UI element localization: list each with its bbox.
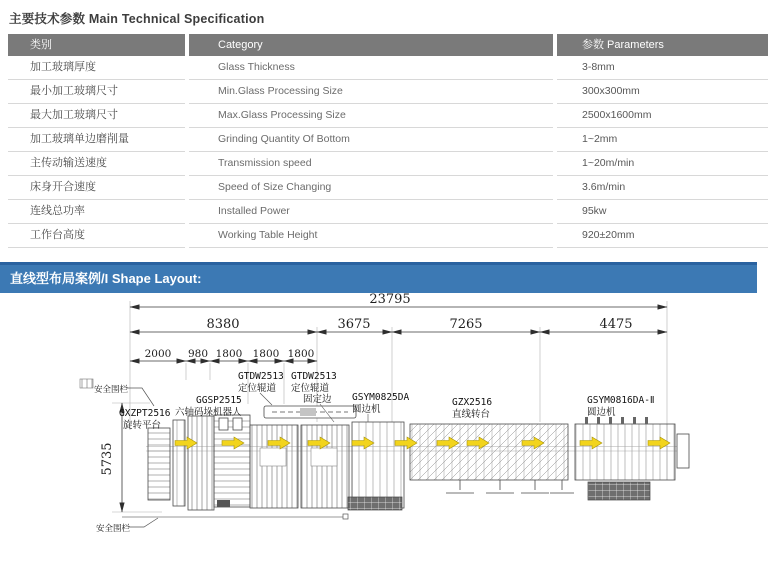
machine-base-block bbox=[348, 497, 402, 510]
column-header-param: 参数 Parameters bbox=[557, 34, 768, 56]
row-cn: 主传动输送速度 bbox=[8, 152, 185, 176]
edger2-name-label: 圆边机 bbox=[587, 407, 616, 418]
layout-diagram bbox=[0, 293, 768, 571]
row-value: 3-8mm bbox=[557, 56, 768, 80]
dim-seg3: 7265 bbox=[449, 317, 483, 332]
row-en: Glass Thickness bbox=[189, 56, 553, 80]
row-en: Max.Glass Processing Size bbox=[189, 104, 553, 128]
roller2-model-label: GTDW2513 bbox=[291, 371, 337, 382]
fence-label-top: 安全围栏 bbox=[94, 385, 129, 395]
roller1-name-label: 定位辊道 bbox=[238, 383, 277, 394]
row-en: Grinding Quantity Of Bottom bbox=[189, 128, 553, 152]
row-en: Installed Power bbox=[189, 200, 553, 224]
dim-seg1: 8380 bbox=[206, 317, 240, 332]
edger1-model-label: GSYM0825DA bbox=[352, 392, 410, 403]
row-value: 95kw bbox=[557, 200, 768, 224]
row-value: 3.6m/min bbox=[557, 176, 768, 200]
machine-base-block bbox=[588, 482, 650, 500]
row-value: 2500x1600mm bbox=[557, 104, 768, 128]
turntable-model-label: GZX2516 bbox=[452, 397, 493, 408]
fence-label-bottom: 安全围栏 bbox=[96, 524, 131, 534]
row-cn: 床身开合速度 bbox=[8, 176, 185, 200]
roller2-sub-label: 固定边 bbox=[303, 394, 332, 405]
machine-linear-turntable bbox=[410, 424, 574, 493]
rotary-model-label: GXZPT2516 bbox=[119, 408, 171, 419]
row-cn: 加工玻璃单边磨削量 bbox=[8, 128, 185, 152]
robot-name-label: 六轴码垛机器人 bbox=[175, 407, 242, 418]
edger2-model-label: GSYM0816DA-Ⅱ bbox=[587, 395, 655, 406]
rotary-name-label: 旋转平台 bbox=[123, 420, 162, 431]
machine-stacking-robot bbox=[214, 415, 250, 507]
dim-sub1: 2000 bbox=[144, 348, 172, 360]
dim-sub5: 1800 bbox=[287, 348, 315, 360]
dim-total: 23795 bbox=[369, 293, 411, 307]
row-value: 300x300mm bbox=[557, 80, 768, 104]
spec-table bbox=[8, 34, 768, 248]
turntable-name-label: 直线转台 bbox=[452, 409, 491, 420]
robot-model-label: GGSP2515 bbox=[196, 395, 242, 406]
dim-sub4: 1800 bbox=[252, 348, 280, 360]
row-cn: 最小加工玻璃尺寸 bbox=[8, 80, 185, 104]
dim-sub2: 980 bbox=[187, 348, 209, 360]
roller2-name-label: 定位辊道 bbox=[291, 383, 330, 394]
roller1-model-label: GTDW2513 bbox=[238, 371, 284, 382]
row-cn: 最大加工玻璃尺寸 bbox=[8, 104, 185, 128]
row-value: 1~2mm bbox=[557, 128, 768, 152]
machine-positioning-roller bbox=[264, 406, 356, 418]
dim-sub3: 1800 bbox=[215, 348, 243, 360]
row-cn: 连线总功率 bbox=[8, 200, 185, 224]
row-en: Transmission speed bbox=[189, 152, 553, 176]
column-header-en: Category bbox=[189, 34, 553, 56]
row-value: 1~20m/min bbox=[557, 152, 768, 176]
page-title: 主要技术参数 Main Technical Specification bbox=[9, 12, 265, 26]
row-en: Working Table Height bbox=[189, 224, 553, 248]
row-cn: 工作台高度 bbox=[8, 224, 185, 248]
column-header-cn: 类别 bbox=[8, 34, 185, 56]
row-value: 920±20mm bbox=[557, 224, 768, 248]
edger1-name-label: 圆边机 bbox=[352, 404, 381, 415]
row-en: Min.Glass Processing Size bbox=[189, 80, 553, 104]
dim-seg4: 4475 bbox=[599, 317, 633, 332]
row-cn: 加工玻璃厚度 bbox=[8, 56, 185, 80]
dim-seg2: 3675 bbox=[337, 317, 371, 332]
section-banner: 直线型布局案例/I Shape Layout: bbox=[0, 262, 757, 293]
row-en: Speed of Size Changing bbox=[189, 176, 553, 200]
machine-washer-edger-group bbox=[250, 422, 404, 508]
dim-height: 5735 bbox=[100, 442, 115, 476]
